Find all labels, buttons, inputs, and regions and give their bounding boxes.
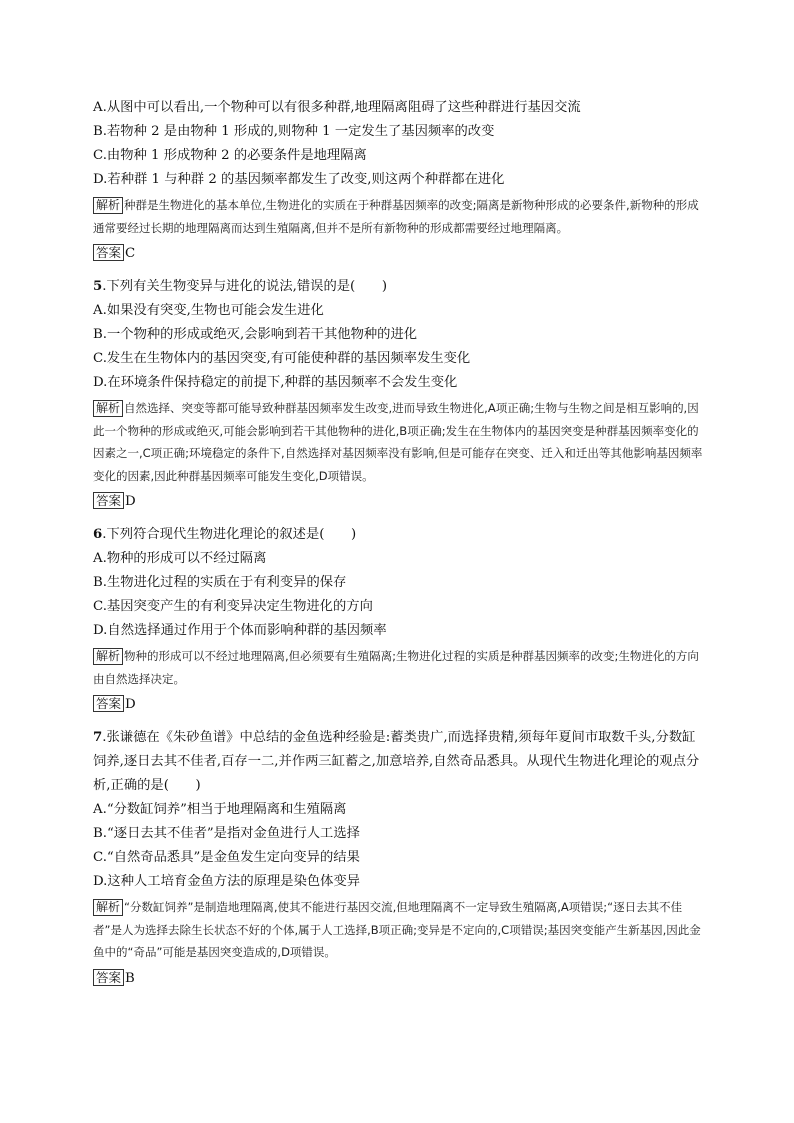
question-7 (93, 726, 703, 991)
answer (93, 693, 703, 717)
explanation-text: 自然选择、突变等都可能导致种群基因频率发生改变,进而导致生物进化,A项正确;生物与生物之间是相互影响的,因此一个物种的形成或绝灭,可能会影响到若干其他物种的进化,B项正确;发生在生物体内的基因突变是种群基因频率变化的因素之一,C项正确;环境稳定的条件下,自然选择对基因频率没有影响,但是可能存在突变、迁入和迁出等其他影响基因频率变化的因素,因此种群基因频率可能发生变化,D项错误。 (93, 401, 703, 483)
explanation-tag: 解析 (93, 400, 123, 417)
question-text: .下列有关生物变异与进化的说法,错误的是( ) (102, 279, 388, 294)
answer-tag: 答案 (93, 244, 124, 261)
answer (93, 242, 703, 266)
explanation (93, 645, 703, 690)
answer (93, 490, 703, 514)
option-d: D.这种人工培育金鱼方法的原理是染色体变异 (93, 874, 361, 889)
answer-tag: 答案 (93, 695, 124, 712)
question-number: 6 (93, 527, 103, 542)
explanation-tag: 解析 (93, 197, 123, 214)
explanation-tag: 解析 (93, 648, 123, 665)
question-list (93, 96, 703, 1000)
question-4 (93, 96, 703, 266)
question-number: 5 (93, 279, 103, 294)
question-6 (93, 523, 703, 717)
question-stem (93, 726, 703, 798)
answer (93, 967, 703, 991)
option-a: A.“分数缸饲养”相当于地理隔离和生殖隔离 (93, 802, 347, 817)
option-b: B.“逐日去其不佳者”是指对金鱼进行人工选择 (93, 826, 360, 841)
option-c: C.“自然奇品悉具”是金鱼发生定向变异的结果 (93, 850, 360, 865)
option-d: D.在环境条件保持稳定的前提下,种群的基因频率不会发生变化 (93, 375, 458, 390)
option-a: A.物种的形成可以不经过隔离 (93, 551, 267, 566)
explanation-text: “分数缸饲养”是制造地理隔离,使其不能进行基因交流,但地理隔离不一定导致生殖隔离,A项错误;“逐日去其不佳者”是人为选择去除生长状态不好的个体,属于人工选择,B项正确;变异是不定向的,C项错误;基因突变能产生新基因,因此金鱼中的“奇品”可能是基因突变造成的,D项错误。 (93, 900, 701, 959)
question-5 (93, 275, 703, 514)
question-stem (93, 275, 703, 299)
option-c: C.基因突变产生的有利变异决定生物进化的方向 (93, 599, 373, 614)
option-a: A.从图中可以看出,一个物种可以有很多种群,地理隔离阻碍了这些种群进行基因交流 (93, 100, 581, 115)
question-text: .张谦德在《朱砂鱼谱》中总结的金鱼选种经验是:蓄类贵广,而选择贵精,须每年夏间市取数千头,分数缸饲养,逐日去其不佳者,百存一二,并作两三缸蓄之,加意培养,自然奇品悉具。从现代生物进化理论的观点分析,正确的是( ) (93, 730, 700, 793)
answer-tag: 答案 (93, 492, 124, 509)
option-d: D.自然选择通过作用于个体而影响种群的基因频率 (93, 623, 387, 638)
explanation (93, 194, 703, 239)
option-a: A.如果没有突变,生物也可能会发生进化 (93, 303, 324, 318)
answer-value: B (125, 970, 135, 986)
explanation (93, 397, 703, 487)
option-b: B.生物进化过程的实质在于有利变异的保存 (93, 575, 347, 590)
question-stem (93, 523, 703, 547)
explanation-tag: 解析 (93, 899, 123, 916)
question-number: 7 (93, 730, 103, 745)
explanation-text: 物种的形成可以不经过地理隔离,但必须要有生殖隔离;生物进化过程的实质是种群基因频率的改变;生物进化的方向由自然选择决定。 (93, 649, 699, 686)
explanation (93, 896, 703, 964)
answer-tag: 答案 (93, 969, 124, 986)
answer-value: D (125, 697, 136, 712)
explanation-text: 种群是生物进化的基本单位,生物进化的实质在于种群基因频率的改变;隔离是新物种形成的必要条件,新物种的形成通常要经过长期的地理隔离而达到生殖隔离,但并不是所有新物种的形成都需要经过地理隔离。 (93, 198, 699, 235)
answer-value: C (125, 246, 136, 261)
question-text: .下列符合现代生物进化理论的叙述是( ) (102, 527, 357, 542)
option-d: D.若种群 1 与种群 2 的基因频率都发生了改变,则这两个种群都在进化 (93, 172, 505, 187)
option-c: C.由物种 1 形成物种 2 的必要条件是地理隔离 (93, 148, 367, 163)
option-b: B.一个物种的形成或绝灭,会影响到若干其他物种的进化 (93, 327, 418, 342)
option-c: C.发生在生物体内的基因突变,有可能使种群的基因频率发生变化 (93, 351, 471, 366)
option-b: B.若物种 2 是由物种 1 形成的,则物种 1 一定发生了基因频率的改变 (93, 124, 495, 139)
answer-value: D (125, 494, 136, 509)
